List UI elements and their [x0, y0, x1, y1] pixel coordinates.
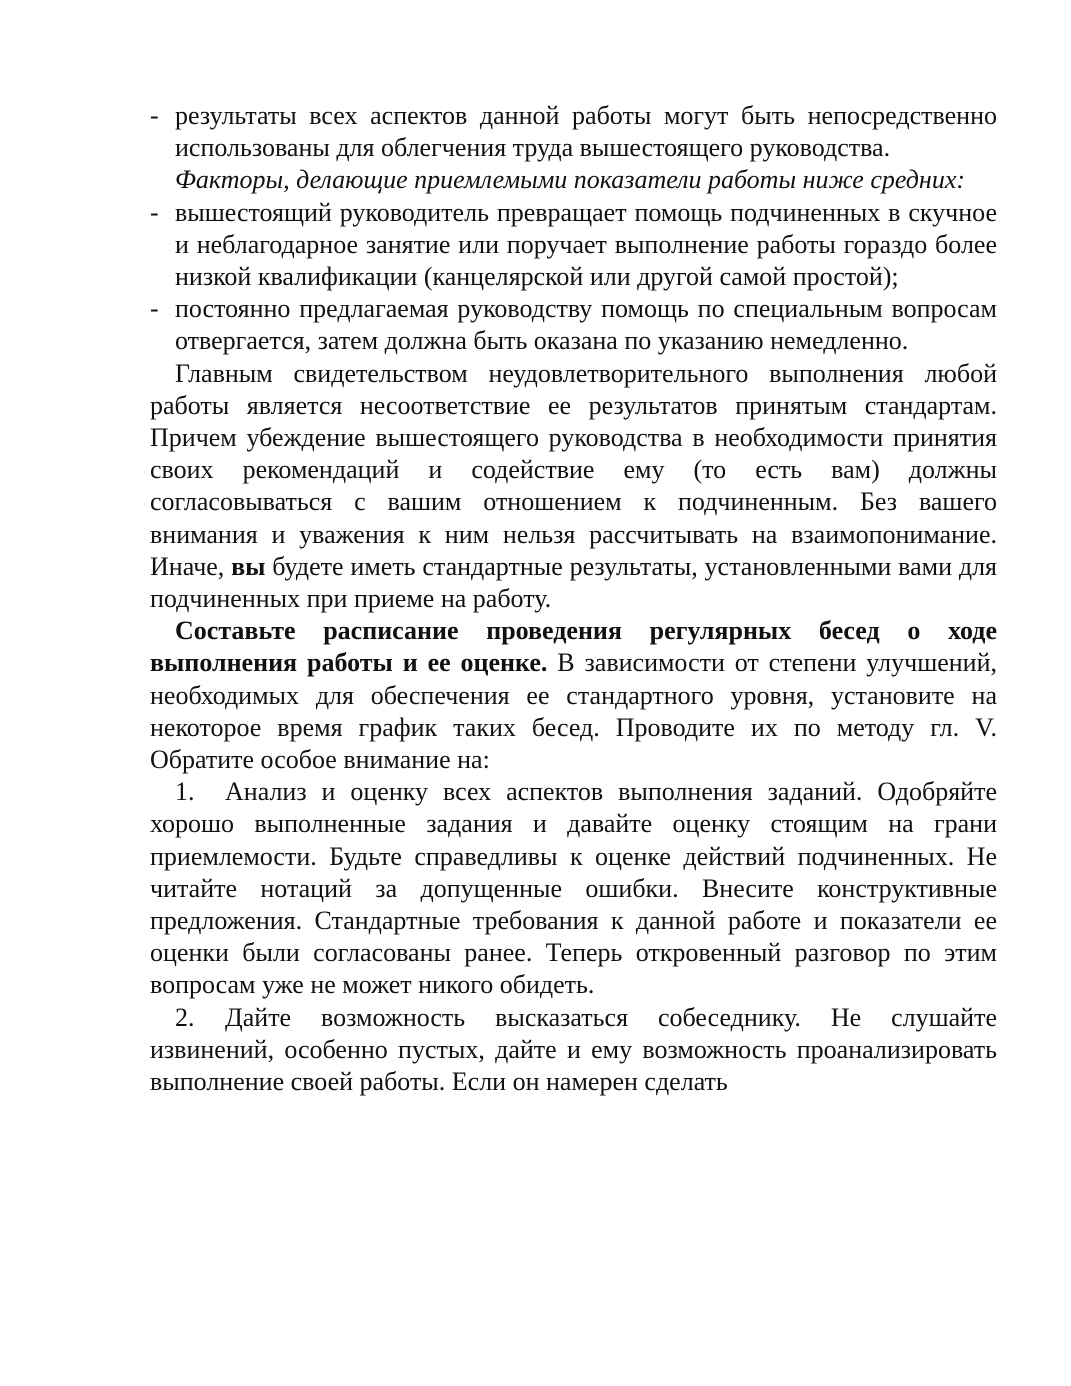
bullet-text: результаты всех аспектов данной работы могут быть непосредственно использованы для облегчения труда вышестоящего руководства.: [175, 101, 997, 163]
item-text: Дайте возможность высказаться собеседнику. Не слушайте извинений, особенно пустых, дайте и ему возможность проанализировать выполнение своей работы. Если он намерен сделать: [150, 1002, 997, 1097]
main-paragraph-text: Главным свидетельством неудовлетворительного выполнения любой работы является несоответствие ее результатов принятым стандартам. Причем убеждение вышестоящего руководства в необходимости принятия своих рекомендаций и содействие ему (то есть вам) должны согласовываться с вашим отношением к подчиненным. Без вашего внимания и уважения к ним нельзя рассчитывать на взаимопонимание. Иначе,: [150, 358, 997, 581]
schedule-paragraph: [150, 615, 997, 776]
bullet-dash: -: [150, 101, 159, 130]
document-page: [150, 100, 997, 1098]
bullet-dash: -: [150, 197, 159, 227]
bullet-item: [150, 100, 997, 164]
schedule-text: В зависимости от степени улучшений, необходимых для обеспечения ее стандартного уровня, установите на некоторое время график таких бесед. Проводите их по методу гл. V. Обратите особое внимание на:: [150, 648, 997, 775]
item-number: 1.: [175, 777, 195, 807]
item-number: 2.: [175, 1002, 195, 1032]
item-text: Анализ и оценку всех аспектов выполнения заданий. Одобряйте хорошо выполненные задания и давайте оценку стоящим на грани приемлемости. Будьте справедливы к оценке действий подчиненных. Не читайте нотаций за допущенные ошибки. Внесите конструктивные предложения. Стандартные требования к данной работе и показатели ее оценки были согласованы ранее. Теперь откровенный разговор по этим вопросам уже не может никого обидеть.: [150, 777, 997, 1000]
bullet-item: [150, 293, 997, 357]
schedule-heading: Составьте расписание проведения регулярных бесед о ходе выполнения работы и ее оценке.: [150, 616, 997, 678]
main-paragraph: [150, 358, 997, 616]
factors-heading: Факторы, делающие приемлемыми показатели работы ниже средних:: [175, 165, 966, 195]
numbered-item: [150, 776, 997, 1001]
main-paragraph-bold: вы: [231, 551, 266, 581]
bullet-item: [150, 197, 997, 294]
numbered-item: [150, 1002, 997, 1099]
bullet-text: вышестоящий руководитель превращает помощь подчиненных в скучное и неблагодарное занятие или поручает выполнение работы гораздо более низкой квалификации (канцелярской или другой самой простой);: [175, 197, 997, 292]
main-paragraph-text-end: будете иметь стандартные результаты, установленными вами для подчиненных при приеме на работу.: [150, 551, 997, 614]
bullet-dash: -: [150, 294, 159, 324]
bullet-text: постоянно предлагаемая руководству помощь по специальным вопросам отвергается, затем должна быть оказана по указанию немедленно.: [175, 294, 997, 356]
